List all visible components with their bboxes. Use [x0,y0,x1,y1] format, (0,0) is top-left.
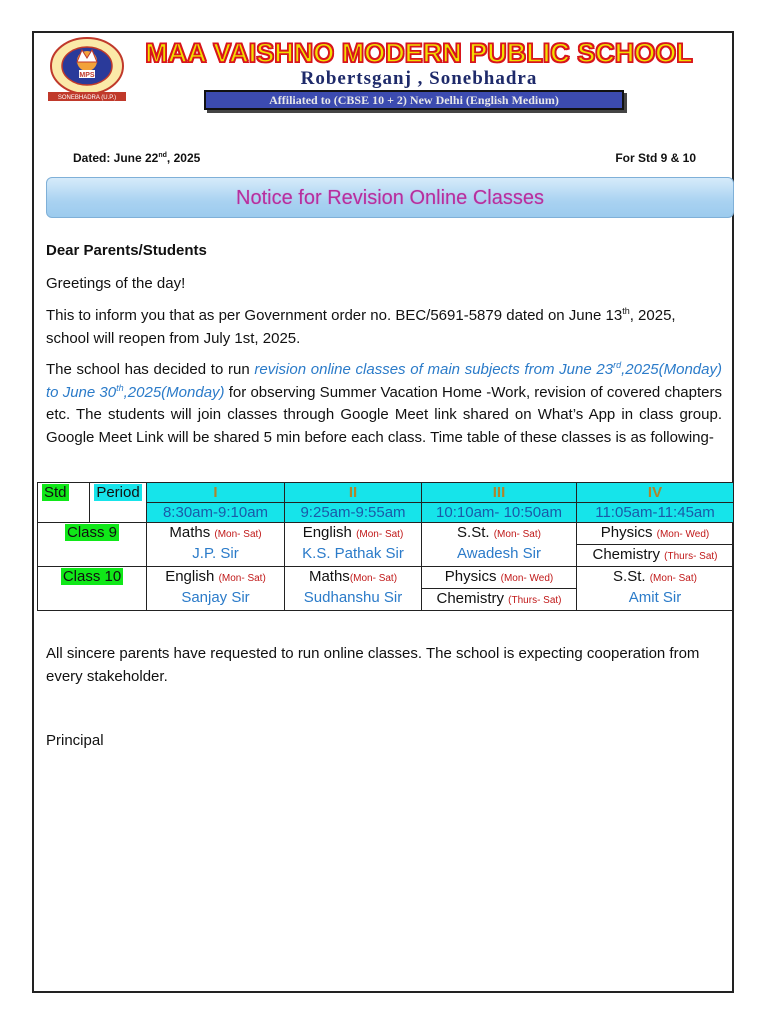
period-time: 10:10am- 10:50am [422,503,577,523]
notice-audience: For Std 9 & 10 [615,151,696,165]
timetable [37,482,734,611]
svg-text:MPS: MPS [79,72,95,79]
table-cell: Physics (Mon- Wed) Chemistry (Thurs- Sat) [577,523,734,567]
table-cell: Physics (Mon- Wed) Chemistry (Thurs- Sat) [422,567,577,611]
class-label: Class 9 [38,523,147,567]
period-num: I [147,483,285,503]
period-header: Period [90,483,147,523]
period-num: IV [577,483,734,503]
table-cell: S.St. (Mon- Sat) Amit Sir [577,567,734,611]
greeting: Greetings of the day! [46,275,186,292]
std-header: Std [38,483,90,523]
notice-title: Notice for Revision Online Classes [236,187,544,209]
period-time: 8:30am-9:10am [147,503,285,523]
table-row [38,523,734,567]
svg-text:SONEBHADRA (U.P.): SONEBHADRA (U.P.) [57,95,117,101]
notice-title-bar [46,177,734,218]
table-cell: S.St. (Mon- Sat) Awadesh Sir [422,523,577,567]
signature: Principal [46,732,104,749]
table-row [38,567,734,611]
salutation: Dear Parents/Students [46,242,207,259]
school-place: Robertsganj , Sonebhadra [300,68,538,89]
table-cell: Maths(Mon- Sat) Sudhanshu Sir [285,567,422,611]
closing-paragraph: All sincere parents have requested to run online classes. The school is expecting cooperation from every stakeholder. [46,645,700,685]
paragraph-classes: The school has decided to run revision online classes of main subjects from June 23rd,2025(Monday) to June 30th,2025(Monday) for observing Summer Vacation Home -Work, revision of covered chapters etc. The students will join classes through Google Meet link shared on What’s App in class group. Google Meet Link will be shared 5 min before each class. Time table of these classes is as following- [46,360,722,446]
table-cell: English (Mon- Sat) Sanjay Sir [147,567,285,611]
table-row [38,483,734,503]
table-cell: English (Mon- Sat) K.S. Pathak Sir [285,523,422,567]
paragraph-reopen: This to inform you that as per Government order no. BEC/5691-5879 dated on June 13th, 2025, school will reopen from July 1st, 2025. [46,306,676,347]
school-affiliation: Affiliated to (CBSE 10 + 2) New Delhi (English Medium) [204,90,624,110]
school-name: MAA VAISHNO MODERN PUBLIC SCHOOL [145,38,693,68]
period-time: 11:05am-11:45am [577,503,734,523]
table-cell: Maths (Mon- Sat) J.P. Sir [147,523,285,567]
class-label: Class 10 [38,567,147,611]
notice-date: Dated: June 22nd, 2025 [73,151,201,165]
period-time: 9:25am-9:55am [285,503,422,523]
period-num: II [285,483,422,503]
school-banner [134,36,704,112]
school-logo [46,36,128,102]
period-num: III [422,483,577,503]
